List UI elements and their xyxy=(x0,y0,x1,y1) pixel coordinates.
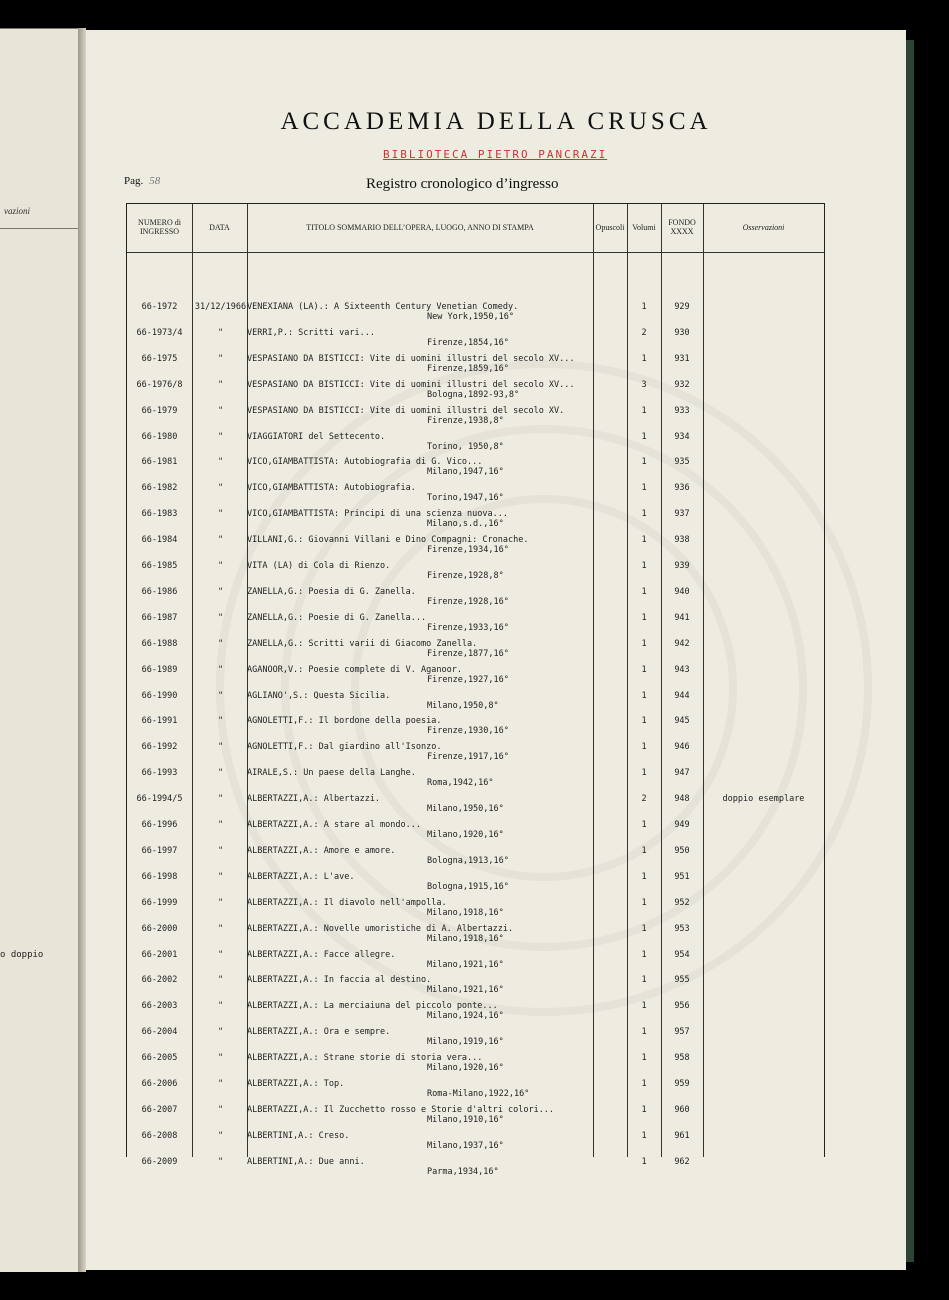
entry-volumes: 1 xyxy=(641,871,647,882)
entry-date: " xyxy=(217,1104,224,1115)
entry-inventory: 936 xyxy=(674,483,690,494)
entry-date: " xyxy=(217,975,224,986)
table-row xyxy=(127,583,824,609)
entry-inventory: 939 xyxy=(674,561,690,571)
entry-inventory: 952 xyxy=(674,897,690,908)
header-opuscoli: Opuscoli xyxy=(595,222,625,232)
entry-number: 66-2000 xyxy=(141,923,178,934)
table-row xyxy=(127,1153,824,1179)
entry-volumes: 2 xyxy=(641,327,647,338)
entry-volumes: 1 xyxy=(641,457,647,468)
entry-volumes: 1 xyxy=(641,742,647,753)
entry-place: Firenze,1917,16° xyxy=(427,752,509,763)
entry-title: VESPASIANO DA BISTICCI: Vite di uomini illustri del secolo XV... xyxy=(247,379,575,390)
entry-place: Torino, 1950,8° xyxy=(427,441,504,452)
entry-volumes: 1 xyxy=(641,353,647,364)
header-data: DATA xyxy=(209,222,230,232)
entry-title: ALBERTAZZI,A.: L'ave. xyxy=(247,871,355,882)
entry-date: " xyxy=(217,1079,224,1089)
entry-volumes: 1 xyxy=(641,561,647,571)
register-page xyxy=(86,30,906,1270)
left-page-header-fragment: vazioni xyxy=(4,206,30,216)
entry-number: 66-1994/5 xyxy=(136,794,183,805)
left-page-rule xyxy=(0,28,78,29)
entry-place: Milano,1937,16° xyxy=(427,1140,504,1151)
entry-number: 66-1988 xyxy=(141,638,178,649)
entry-place: Milano,1920,16° xyxy=(427,1063,504,1074)
entry-title: ZANELLA,G.: Scritti varii di Giacomo Zanella. xyxy=(247,638,478,649)
entry-title: VENEXIANA (LA).: A Sixteenth Century Venetian Comedy. xyxy=(247,302,519,312)
entry-inventory: 958 xyxy=(674,1053,690,1064)
entry-date: " xyxy=(217,483,224,494)
entry-title: ALBERTAZZI,A.: A stare al mondo... xyxy=(247,820,421,830)
entry-place: Bologna,1915,16° xyxy=(427,881,509,892)
entry-title: VERRI,P.: Scritti vari... xyxy=(247,327,375,338)
entry-date: " xyxy=(217,820,224,830)
entry-number: 66-2009 xyxy=(141,1156,178,1167)
entry-volumes: 1 xyxy=(641,483,647,494)
entry-number: 66-1985 xyxy=(141,561,178,571)
page-number xyxy=(124,175,160,187)
entry-inventory: 943 xyxy=(674,664,690,675)
entry-date: " xyxy=(217,561,224,571)
entry-number: 66-1987 xyxy=(141,612,178,623)
table-row xyxy=(127,428,824,454)
entry-place: Firenze,1859,16° xyxy=(427,363,509,374)
header-osservazioni: Osservazioni xyxy=(742,222,785,232)
entry-place: Milano,1910,16° xyxy=(427,1114,504,1125)
entry-number: 66-2003 xyxy=(141,1001,178,1012)
library-stamp: BIBLIOTECA PIETRO PANCRAZI xyxy=(383,148,608,161)
entry-title: VITA (LA) di Cola di Rienzo. xyxy=(247,561,391,571)
entry-number: 66-1992 xyxy=(141,742,178,753)
table-row xyxy=(127,531,824,557)
entry-title: AGNOLETTI,F.: Il bordone della poesia. xyxy=(247,716,442,727)
entry-number: 66-1973/4 xyxy=(136,327,183,338)
page-number-label: Pag. xyxy=(124,175,144,187)
table-row xyxy=(127,505,824,531)
entry-inventory: 944 xyxy=(674,690,690,701)
entry-place: Bologna,1892-93,8° xyxy=(427,389,520,400)
entry-inventory: 955 xyxy=(674,975,690,986)
entry-title: AIRALE,S.: Un paese della Langhe. xyxy=(247,768,416,779)
entry-place: Milano,1918,16° xyxy=(427,933,504,944)
table-row xyxy=(127,842,824,868)
entry-title: VICO,GIAMBATTISTA: Principi di una scienza nuova... xyxy=(247,509,508,520)
entry-inventory: 946 xyxy=(674,742,690,753)
entry-date: " xyxy=(217,716,224,727)
entry-number: 66-1997 xyxy=(141,845,178,856)
entry-place: Milano,1919,16° xyxy=(427,1037,504,1048)
entry-date: " xyxy=(217,845,224,856)
entry-place: Firenze,1933,16° xyxy=(427,622,509,633)
table-row xyxy=(127,946,824,972)
entry-volumes: 1 xyxy=(641,638,647,649)
entry-inventory: 947 xyxy=(674,768,690,779)
table-row xyxy=(127,324,824,350)
table-row xyxy=(127,298,824,324)
entry-inventory: 956 xyxy=(674,1001,690,1012)
entry-place: Milano,1950,16° xyxy=(427,804,504,815)
entry-number: 66-1999 xyxy=(141,897,178,908)
entry-number: 66-1993 xyxy=(141,768,178,779)
entry-date: " xyxy=(217,379,224,390)
entry-date: " xyxy=(217,353,224,364)
table-row xyxy=(127,1127,824,1153)
entry-date: " xyxy=(217,1053,224,1064)
entry-volumes: 1 xyxy=(641,1053,647,1064)
entry-place: Milano,1918,16° xyxy=(427,907,504,918)
table-row xyxy=(127,402,824,428)
entry-date: " xyxy=(217,1130,224,1141)
entry-place: Firenze,1928,8° xyxy=(427,571,504,581)
entry-title: AGNOLETTI,F.: Dal giardino all'Isonzo. xyxy=(247,742,442,753)
entry-inventory: 957 xyxy=(674,1027,690,1038)
entry-number: 66-2008 xyxy=(141,1130,178,1141)
table-row xyxy=(127,712,824,738)
entry-date: " xyxy=(217,742,224,753)
entry-place: Milano,1921,16° xyxy=(427,959,504,970)
entry-number: 66-1996 xyxy=(141,820,178,830)
entry-place: Milano,s.d.,16° xyxy=(427,519,504,530)
entry-title: ZANELLA,G.: Poesia di G. Zanella. xyxy=(247,586,416,597)
entry-inventory: 933 xyxy=(674,405,690,416)
entry-volumes: 1 xyxy=(641,664,647,675)
entry-number: 66-2006 xyxy=(141,1079,178,1089)
entry-inventory: 932 xyxy=(674,379,690,390)
entry-inventory: 937 xyxy=(674,509,690,520)
entry-title: VESPASIANO DA BISTICCI: Vite di uomini illustri del secolo XV. xyxy=(247,405,565,416)
register-subtitle: Registro cronologico d’ingresso xyxy=(366,176,559,192)
entry-volumes: 1 xyxy=(641,897,647,908)
entry-inventory: 954 xyxy=(674,949,690,960)
entry-inventory: 934 xyxy=(674,431,690,442)
entry-number: 66-1983 xyxy=(141,509,178,520)
entry-title: ALBERTAZZI,A.: Novelle umoristiche di A. Albertazzi. xyxy=(247,923,514,934)
entry-number: 66-1976/8 xyxy=(136,379,183,390)
entry-place: Parma,1934,16° xyxy=(427,1166,499,1177)
table-row xyxy=(127,997,824,1023)
entry-volumes: 1 xyxy=(641,1001,647,1012)
entry-date: " xyxy=(217,949,224,960)
entry-volumes: 2 xyxy=(641,794,647,805)
entry-place: Milano,1921,16° xyxy=(427,985,504,996)
entry-volumes: 1 xyxy=(641,586,647,597)
entry-volumes: 1 xyxy=(641,690,647,701)
entry-number: 66-1979 xyxy=(141,405,178,416)
table-row xyxy=(127,764,824,790)
header-titolo: TITOLO SOMMARIO DELL’OPERA, LUOGO, ANNO DI STAMPA xyxy=(306,222,534,232)
entry-inventory: 941 xyxy=(674,612,690,623)
entry-inventory: 959 xyxy=(674,1079,690,1089)
entry-number: 66-2007 xyxy=(141,1104,178,1115)
entry-number: 66-1980 xyxy=(141,431,178,442)
header-fondo: FONDO XXXX xyxy=(668,218,696,236)
register-table xyxy=(126,203,825,1177)
entry-title: VILLANI,G.: Giovanni Villani e Dino Compagni: Cronache. xyxy=(247,535,529,546)
table-row xyxy=(127,971,824,997)
entry-inventory: 935 xyxy=(674,457,690,468)
table-row xyxy=(127,376,824,402)
page-title: ACCADEMIA DELLA CRUSCA xyxy=(280,108,712,135)
table-row xyxy=(127,557,824,583)
entry-place: Firenze,1928,16° xyxy=(427,596,509,607)
entry-inventory: 962 xyxy=(674,1156,690,1167)
table-row xyxy=(127,453,824,479)
entry-inventory: 961 xyxy=(674,1130,690,1141)
entry-title: ALBERTAZZI,A.: In faccia al destino. xyxy=(247,975,432,986)
entry-date: " xyxy=(217,1156,224,1167)
entry-title: ALBERTAZZI,A.: Il diavolo nell'ampolla. xyxy=(247,897,447,908)
entry-inventory: 960 xyxy=(674,1104,690,1115)
table-row xyxy=(127,635,824,661)
entry-number: 66-1986 xyxy=(141,586,178,597)
entry-inventory: 931 xyxy=(674,353,690,364)
entry-title: VESPASIANO DA BISTICCI: Vite di uomini illustri del secolo XV... xyxy=(247,353,575,364)
entry-title: ALBERTINI,A.: Due anni. xyxy=(247,1156,365,1167)
entry-place: Firenze,1938,8° xyxy=(427,415,504,426)
entry-inventory: 930 xyxy=(674,327,690,338)
book-spine xyxy=(78,28,86,1272)
entry-number: 66-2004 xyxy=(141,1027,178,1038)
entry-title: ALBERTAZZI,A.: Amore e amore. xyxy=(247,845,396,856)
entry-number: 66-1982 xyxy=(141,483,178,494)
entry-volumes: 1 xyxy=(641,535,647,546)
entry-inventory: 942 xyxy=(674,638,690,649)
entry-place: Milano,1920,16° xyxy=(427,830,504,840)
left-page xyxy=(0,28,79,1272)
entry-title: ZANELLA,G.: Poesie di G. Zanella... xyxy=(247,612,427,623)
entry-volumes: 1 xyxy=(641,949,647,960)
table-row xyxy=(127,816,824,842)
table-row xyxy=(127,661,824,687)
entry-title: AGLIANO',S.: Questa Sicilia. xyxy=(247,690,391,701)
entry-title: ALBERTAZZI,A.: Il Zucchetto rosso e Storie d'altri colori... xyxy=(247,1104,555,1115)
entry-number: 66-1990 xyxy=(141,690,178,701)
entry-date: " xyxy=(217,586,224,597)
entry-date: 31/12/1966 xyxy=(194,302,247,312)
entry-place: Firenze,1854,16° xyxy=(427,337,509,348)
entry-volumes: 1 xyxy=(641,612,647,623)
entry-date: " xyxy=(217,405,224,416)
entry-number: 66-1984 xyxy=(141,535,178,546)
entry-title: VICO,GIAMBATTISTA: Autobiografia. xyxy=(247,483,416,494)
entry-date: " xyxy=(217,535,224,546)
entry-number: 66-1991 xyxy=(141,716,178,727)
left-page-note-fragment: o doppio xyxy=(0,950,44,960)
entry-inventory: 938 xyxy=(674,535,690,546)
entry-title: VICO,GIAMBATTISTA: Autobiografia di G. Vico... xyxy=(247,457,483,468)
entry-volumes: 1 xyxy=(641,302,647,312)
table-row xyxy=(127,920,824,946)
entry-number: 66-1989 xyxy=(141,664,178,675)
entry-volumes: 1 xyxy=(641,845,647,856)
entry-place: Bologna,1913,16° xyxy=(427,855,509,866)
entry-inventory: 940 xyxy=(674,586,690,597)
table-row xyxy=(127,1023,824,1049)
entry-volumes: 1 xyxy=(641,1027,647,1038)
entry-date: " xyxy=(217,509,224,520)
entry-date: " xyxy=(217,690,224,701)
entry-number: 66-1998 xyxy=(141,871,178,882)
entry-place: New York,1950,16° xyxy=(427,312,514,322)
entry-date: " xyxy=(217,1027,224,1038)
entry-number: 66-1981 xyxy=(141,457,178,468)
entry-volumes: 1 xyxy=(641,820,647,830)
entry-title: ALBERTINI,A.: Creso. xyxy=(247,1130,350,1141)
entry-title: ALBERTAZZI,A.: Facce allegre. xyxy=(247,949,396,960)
table-row xyxy=(127,1049,824,1075)
entry-place: Torino,1947,16° xyxy=(427,493,504,504)
entry-date: " xyxy=(217,923,224,934)
entry-place: Milano,1950,8° xyxy=(427,700,499,711)
table-row xyxy=(127,479,824,505)
entry-volumes: 1 xyxy=(641,975,647,986)
entry-date: " xyxy=(217,871,224,882)
entry-inventory: 953 xyxy=(674,923,690,934)
entry-volumes: 1 xyxy=(641,509,647,520)
entry-place: Firenze,1934,16° xyxy=(427,545,509,556)
entry-volumes: 1 xyxy=(641,1130,647,1141)
entry-date: " xyxy=(217,638,224,649)
table-row xyxy=(127,687,824,713)
entry-inventory: 945 xyxy=(674,716,690,727)
entry-inventory: 948 xyxy=(674,794,690,805)
entry-date: " xyxy=(217,457,224,468)
table-row xyxy=(127,894,824,920)
entry-place: Roma,1942,16° xyxy=(427,778,494,789)
entry-volumes: 1 xyxy=(641,431,647,442)
table-row xyxy=(127,790,824,816)
left-page-rule xyxy=(0,228,78,229)
table-row xyxy=(127,350,824,376)
entry-inventory: 951 xyxy=(674,871,690,882)
entry-notes: doppio esemplare xyxy=(722,794,805,805)
entry-place: Firenze,1930,16° xyxy=(427,726,509,737)
table-row xyxy=(127,868,824,894)
entry-place: Firenze,1927,16° xyxy=(427,674,509,685)
entry-place: Firenze,1877,16° xyxy=(427,648,509,659)
entry-volumes: 1 xyxy=(641,1079,647,1089)
entry-number: 66-1975 xyxy=(141,353,178,364)
entry-number: 66-2002 xyxy=(141,975,178,986)
entry-date: " xyxy=(217,431,224,442)
entry-volumes: 1 xyxy=(641,1104,647,1115)
entry-title: ALBERTAZZI,A.: Albertazzi. xyxy=(247,794,381,805)
entry-place: Roma-Milano,1922,16° xyxy=(427,1089,530,1099)
entry-title: ALBERTAZZI,A.: Top. xyxy=(247,1079,345,1089)
entry-volumes: 1 xyxy=(641,923,647,934)
entry-title: ALBERTAZZI,A.: Ora e sempre. xyxy=(247,1027,391,1038)
entry-date: " xyxy=(217,768,224,779)
header-divider xyxy=(127,252,824,253)
table-row xyxy=(127,609,824,635)
entry-date: " xyxy=(217,612,224,623)
table-row xyxy=(127,1075,824,1101)
entry-date: " xyxy=(217,1001,224,1012)
entry-inventory: 929 xyxy=(674,302,690,312)
entry-title: AGANOOR,V.: Poesie complete di V. Aganoor. xyxy=(247,664,462,675)
entry-date: " xyxy=(217,664,224,675)
header-numero: NUMERO di INGRESSO xyxy=(138,218,181,236)
entry-place: Milano,1947,16° xyxy=(427,467,504,478)
entry-inventory: 949 xyxy=(674,820,690,830)
entry-number: 66-1972 xyxy=(141,302,178,312)
entry-title: ALBERTAZZI,A.: Strane storie di storia vera... xyxy=(247,1053,483,1064)
entry-date: " xyxy=(217,794,224,805)
table-row xyxy=(127,1101,824,1127)
table-row xyxy=(127,738,824,764)
header-volumi: Volumi xyxy=(632,222,656,232)
entry-volumes: 3 xyxy=(641,379,647,390)
entry-title: ALBERTAZZI,A.: La merciaiuna del piccolo ponte... xyxy=(247,1001,498,1012)
entry-number: 66-2001 xyxy=(141,949,178,960)
entry-date: " xyxy=(217,327,224,338)
entry-inventory: 950 xyxy=(674,845,690,856)
entry-date: " xyxy=(217,897,224,908)
page-number-value: 58 xyxy=(149,175,161,187)
entry-volumes: 1 xyxy=(641,768,647,779)
entry-number: 66-2005 xyxy=(141,1053,178,1064)
entry-place: Milano,1924,16° xyxy=(427,1011,504,1022)
entry-volumes: 1 xyxy=(641,405,647,416)
entry-volumes: 1 xyxy=(641,716,647,727)
entry-volumes: 1 xyxy=(641,1156,647,1167)
entry-title: VIAGGIATORI del Settecento. xyxy=(247,431,386,442)
